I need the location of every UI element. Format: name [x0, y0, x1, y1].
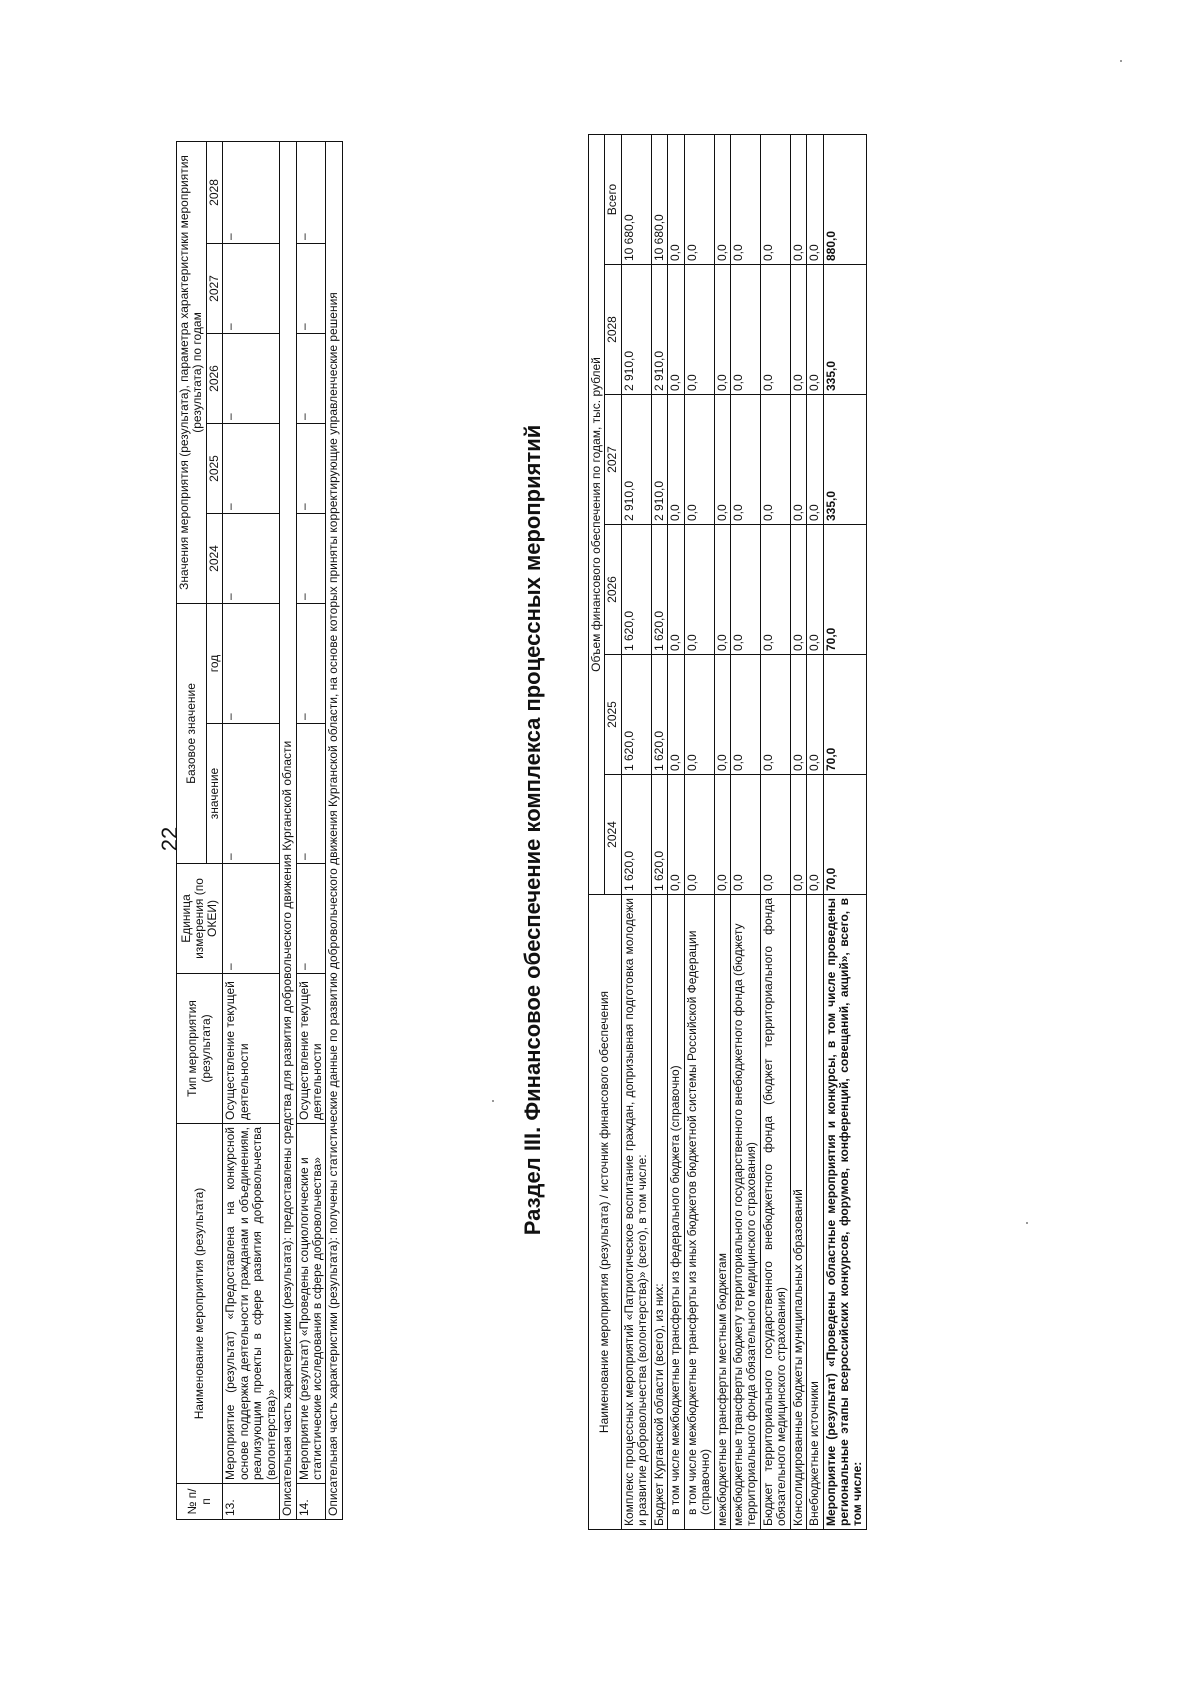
fin-row-total: 0,0: [790, 134, 806, 264]
year-header: 2028: [206, 141, 222, 243]
note-row: [326, 141, 342, 1519]
table-row: [651, 134, 667, 1529]
page-number: 22: [157, 826, 182, 852]
fin-row-value: 0,0: [668, 655, 684, 775]
row-unit: –: [296, 864, 326, 974]
col-unit-header: Единица измерения (по ОКЕИ): [177, 864, 223, 974]
fin-row-value: 0,0: [668, 525, 684, 655]
table-row: [790, 134, 806, 1529]
fin-row-total: 0,0: [760, 134, 790, 264]
fin-row-value: 2 910,0: [621, 265, 651, 395]
col-values-header: Значения мероприятия (результата), параметра характеристики мероприятия (результата) по годам: [177, 141, 207, 603]
row-num: 13.: [223, 1484, 280, 1520]
fin-row-total: 0,0: [730, 134, 760, 264]
scan-dot: [492, 1100, 494, 1102]
fin-row-value: 0,0: [730, 265, 760, 395]
fin-row-value: 0,0: [790, 525, 806, 655]
fin-row-name: Внебюджетные источники: [807, 895, 823, 1530]
fin-row-value: 0,0: [730, 655, 760, 775]
fin-row-value: 0,0: [790, 395, 806, 525]
table-row: [823, 134, 866, 1529]
fin-row-value: 1 620,0: [651, 655, 667, 775]
fin-row-value: 1 620,0: [621, 775, 651, 895]
fin-row-total: 10 680,0: [651, 134, 667, 264]
table-row: [760, 134, 790, 1529]
fin-row-name: Бюджет территориального государственного внебюджетного фонда (бюджет территориального фонда обязательного медицинского страхования): [760, 895, 790, 1530]
fin-row-total: 0,0: [668, 134, 684, 264]
fin-row-value: 0,0: [668, 265, 684, 395]
row-name: Мероприятие (результат) «Предоставлена на конкурсной основе поддержка деятельности гражданам и объединениям, реализующим проекты в сфере развития добровольчества (волонтерства)»: [223, 1124, 280, 1484]
fin-row-value: 0,0: [730, 775, 760, 895]
fin-row-value: 0,0: [807, 775, 823, 895]
col-base-year-header: год: [206, 603, 222, 723]
row-type: Осуществление текущей деятельности: [296, 974, 326, 1124]
fin-row-value: 0,0: [790, 655, 806, 775]
fin-row-value: 2 910,0: [651, 265, 667, 395]
fin-row-value: 0,0: [807, 395, 823, 525]
fin-row-name: Консолидированные бюджеты муниципальных образований: [790, 895, 806, 1530]
table-row: [730, 134, 760, 1529]
fin-row-value: 1 620,0: [621, 655, 651, 775]
row-value: –: [223, 423, 280, 513]
col-type-header: Тип мероприятия (результата): [177, 974, 223, 1124]
finance-table: [588, 134, 867, 1530]
row-value: –: [296, 513, 326, 603]
fin-row-value: 0,0: [730, 395, 760, 525]
fin-row-name: в том числе межбюджетные трансферты из федерального бюджета (справочно): [668, 895, 684, 1530]
fin-row-value: 0,0: [760, 395, 790, 525]
table-row: [668, 134, 684, 1529]
table-row: [807, 134, 823, 1529]
col-base-value-header: значение: [206, 724, 222, 864]
row-value: –: [296, 243, 326, 333]
fin-row-value: 0,0: [714, 265, 730, 395]
fin-row-value: 0,0: [760, 265, 790, 395]
fin-name-header: Наименование мероприятия (результата) / источник финансового обеспечения: [589, 895, 622, 1530]
fin-row-value: 70,0: [823, 775, 866, 895]
row-type: Осуществление текущей деятельности: [223, 974, 280, 1124]
fin-row-value: 70,0: [823, 525, 866, 655]
row-num: 14.: [296, 1484, 326, 1520]
row-value: –: [223, 141, 280, 243]
row-base-year: –: [296, 603, 326, 723]
row-value: –: [296, 423, 326, 513]
fin-row-total: 0,0: [684, 134, 714, 264]
row-unit: –: [223, 864, 280, 974]
note-text: Описательная часть характеристики (результата): получены статистические данные по развитию добровольческого движения Курганской области, на основе которых приняты корректирующие управленческие решения: [326, 141, 342, 1519]
fin-row-value: 0,0: [684, 395, 714, 525]
fin-row-value: 1 620,0: [651, 525, 667, 655]
fin-row-total: 0,0: [807, 134, 823, 264]
note-row: [280, 141, 296, 1519]
fin-row-value: 1 620,0: [621, 525, 651, 655]
table-row: [296, 141, 326, 1519]
table-row: [223, 141, 280, 1519]
year-header: 2026: [206, 333, 222, 423]
scan-dot: [1120, 60, 1122, 62]
fin-row-total: 880,0: [823, 134, 866, 264]
fin-row-value: 0,0: [714, 655, 730, 775]
fin-row-value: 0,0: [730, 525, 760, 655]
fin-row-value: 0,0: [760, 525, 790, 655]
fin-year-header: 2027: [605, 395, 621, 525]
fin-row-value: 0,0: [714, 525, 730, 655]
fin-row-name: межбюджетные трансферты бюджету территориального государственного внебюджетного фонда (бюджету территориального фонда обязательного медицинского страхования): [730, 895, 760, 1530]
note-text: Описательная часть характеристики (результата): предоставлены средства для развития добровольческого движения Курганской области: [280, 141, 296, 1519]
fin-row-value: 335,0: [823, 265, 866, 395]
fin-row-value: 2 910,0: [651, 395, 667, 525]
fin-year-header: 2028: [605, 265, 621, 395]
table-row: [714, 134, 730, 1529]
fin-year-header: 2025: [605, 655, 621, 775]
fin-volume-header: Объем финансового обеспечения по годам, тыс. рублей: [589, 134, 605, 894]
table-row: [684, 134, 714, 1529]
row-value: –: [296, 141, 326, 243]
fin-row-value: 1 620,0: [651, 775, 667, 895]
fin-row-value: 0,0: [760, 655, 790, 775]
year-header: 2024: [206, 513, 222, 603]
fin-row-value: 0,0: [684, 775, 714, 895]
results-table-container: [176, 142, 343, 1520]
col-base-header: Базовое значение: [177, 603, 207, 863]
fin-year-header: 2024: [605, 775, 621, 895]
fin-row-name: межбюджетные трансферты местным бюджетам: [714, 895, 730, 1530]
fin-row-value: 0,0: [668, 395, 684, 525]
row-value: –: [296, 333, 326, 423]
results-table: [176, 141, 343, 1520]
row-base-value: –: [296, 724, 326, 864]
row-base-year: –: [223, 603, 280, 723]
finance-table-container: [588, 135, 867, 1530]
fin-year-header: 2026: [605, 525, 621, 655]
scan-dot: [1026, 1222, 1028, 1224]
fin-row-value: 0,0: [684, 265, 714, 395]
fin-row-value: 335,0: [823, 395, 866, 525]
col-num-header: № п/п: [177, 1484, 223, 1520]
year-header: 2025: [206, 423, 222, 513]
fin-row-value: 2 910,0: [621, 395, 651, 525]
col-name-header: Наименование мероприятия (результата): [177, 1124, 223, 1484]
fin-row-total: 10 680,0: [621, 134, 651, 264]
fin-row-name: в том числе межбюджетные трансферты из иных бюджетов бюджетной системы Российской Федерации (справочно): [684, 895, 714, 1530]
fin-row-value: 0,0: [684, 655, 714, 775]
fin-row-value: 0,0: [668, 775, 684, 895]
fin-row-value: 0,0: [790, 265, 806, 395]
row-value: –: [223, 333, 280, 423]
row-name: Мероприятие (результат) «Проведены социологические и статистические исследования в сфере добровольчества»: [296, 1124, 326, 1484]
fin-row-total: 0,0: [714, 134, 730, 264]
fin-row-name: Мероприятие (результат) «Проведены областные мероприятия и конкурсы, в том числе проведены региональные этапы всероссийских конкурсов, форумов, конференций, совещаний, акций», всего, в том числе:: [823, 895, 866, 1530]
fin-row-value: 0,0: [807, 265, 823, 395]
fin-row-value: 0,0: [790, 775, 806, 895]
row-base-value: –: [223, 724, 280, 864]
fin-row-value: 0,0: [684, 525, 714, 655]
fin-total-header: Всего: [605, 134, 621, 264]
fin-row-value: 0,0: [760, 775, 790, 895]
fin-row-value: 70,0: [823, 655, 866, 775]
fin-row-name: Бюджет Курганской области (всего), из них:: [651, 895, 667, 1530]
fin-row-value: 0,0: [807, 525, 823, 655]
fin-row-value: 0,0: [714, 775, 730, 895]
fin-row-value: 0,0: [807, 655, 823, 775]
table-row: [621, 134, 651, 1529]
row-value: –: [223, 513, 280, 603]
fin-row-name: Комплекс процессных мероприятий «Патриотическое воспитание граждан, допризывная подготовка молодежи и развитие добровольчества (волонтерства)» (всего), в том числе:: [621, 895, 651, 1530]
row-value: –: [223, 243, 280, 333]
year-header: 2027: [206, 243, 222, 333]
fin-row-value: 0,0: [714, 395, 730, 525]
section-title-container: [520, 130, 546, 1530]
section-title: Раздел III. Финансовое обеспечение комплекса процессных мероприятий: [520, 424, 545, 1236]
